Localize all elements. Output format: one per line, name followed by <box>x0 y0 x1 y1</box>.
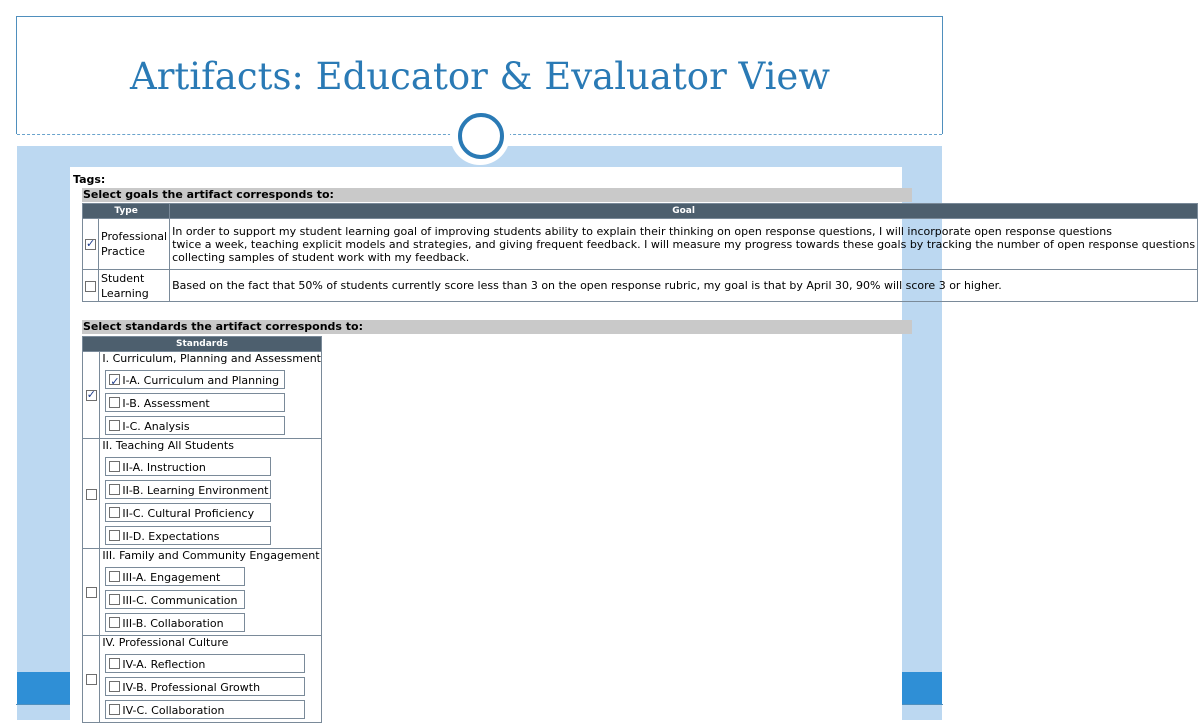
indicator-checkbox[interactable] <box>109 571 120 582</box>
indicator-label: III-B. Collaboration <box>122 617 224 630</box>
standard-checkbox-4[interactable] <box>86 674 97 685</box>
indicator-item[interactable] <box>105 503 271 522</box>
indicator-label: II-B. Learning Environment <box>122 484 269 497</box>
indicator-item[interactable] <box>105 677 305 696</box>
standard-checkbox-cell <box>83 549 100 636</box>
indicator-checkbox[interactable] <box>109 681 120 692</box>
indicator-checkbox[interactable] <box>109 594 120 605</box>
goal-text-line: In order to support my student learning goal of improving students ability to explain their thinking on open response questions, I will incorporate open response questions <box>172 224 1112 238</box>
standard-row <box>83 549 322 636</box>
standard-row <box>83 352 322 439</box>
indicator-item[interactable] <box>105 654 305 673</box>
goal-row <box>83 219 1198 270</box>
indicator-item[interactable] <box>105 480 271 499</box>
standard-row <box>83 636 322 723</box>
goals-col-goal: Goal <box>170 204 1198 219</box>
indicator-label: IV-C. Collaboration <box>122 704 225 717</box>
goal-checkbox-student-learning[interactable] <box>85 281 96 292</box>
goal-text-line: Based on the fact that 50% of students currently score less than 3 on the open response rubric, my goal is that by April 30, 90% will score 3 or higher. <box>172 279 1002 292</box>
goal-type: Student Learning <box>99 270 170 302</box>
indicator-checkbox[interactable] <box>109 461 120 472</box>
decorative-ring-icon <box>458 113 504 159</box>
indicator-item[interactable] <box>105 416 285 435</box>
indicator-label: I-A. Curriculum and Planning <box>122 374 280 387</box>
indicator-checkbox[interactable] <box>109 704 120 715</box>
goal-text-line: collecting samples of student work with my feedback. <box>172 250 470 264</box>
standards-col: Standards <box>83 337 322 352</box>
indicator-label: III-A. Engagement <box>122 571 221 584</box>
goal-row <box>83 270 1198 302</box>
goal-type: Professional Practice <box>99 219 170 270</box>
indicator-checkbox[interactable] <box>109 484 120 495</box>
indicator-label: II-C. Cultural Proficiency <box>122 507 255 520</box>
indicator-checkbox[interactable] <box>109 397 120 408</box>
screenshot-area <box>70 167 1196 720</box>
indicator-label: IV-A. Reflection <box>122 658 206 671</box>
goal-row-checkbox-cell <box>83 270 99 302</box>
tags-label: Tags: <box>73 173 106 186</box>
goals-table <box>82 203 1198 302</box>
indicator-checkbox[interactable] <box>109 507 120 518</box>
goals-section-header: Select goals the artifact corresponds to: <box>82 188 912 202</box>
indicator-item[interactable] <box>105 457 271 476</box>
goal-text-line: twice a week, teaching explicit models and strategies, and giving frequent feedback. I will measure my progress towards these goals by tracking the number of open response questions <box>172 237 1196 251</box>
indicator-item[interactable] <box>105 567 245 586</box>
goal-checkbox-professional-practice[interactable] <box>85 239 96 250</box>
indicator-item[interactable] <box>105 590 245 609</box>
standard-title: II. Teaching All Students <box>102 439 234 452</box>
goal-row-checkbox-cell <box>83 219 99 270</box>
standard-checkbox-cell <box>83 439 100 549</box>
indicator-item[interactable] <box>105 393 285 412</box>
goals-col-type: Type <box>83 204 170 219</box>
standard-title: III. Family and Community Engagement <box>102 549 320 562</box>
indicator-label: III-C. Communication <box>122 594 238 607</box>
standard-title: I. Curriculum, Planning and Assessment <box>102 352 321 365</box>
slide-title: Artifacts: Educator & Evaluator View <box>129 55 831 98</box>
indicator-item[interactable] <box>105 370 285 389</box>
standard-title: IV. Professional Culture <box>102 636 229 649</box>
indicator-checkbox[interactable] <box>109 374 120 385</box>
goal-text-cell <box>170 270 1198 302</box>
indicator-item[interactable] <box>105 700 305 719</box>
indicator-checkbox[interactable] <box>109 658 120 669</box>
standard-checkbox-1[interactable] <box>86 390 97 401</box>
standards-section-header: Select standards the artifact corresponds to: <box>82 320 912 334</box>
indicator-checkbox[interactable] <box>109 530 120 541</box>
indicator-label: IV-B. Professional Growth <box>122 681 261 694</box>
standard-checkbox-3[interactable] <box>86 587 97 598</box>
standard-row <box>83 439 322 549</box>
indicator-item[interactable] <box>105 613 245 632</box>
standard-checkbox-cell <box>83 352 100 439</box>
standard-cell <box>100 549 322 636</box>
indicator-checkbox[interactable] <box>109 617 120 628</box>
indicator-checkbox[interactable] <box>109 420 120 431</box>
indicator-item[interactable] <box>105 526 271 545</box>
standard-checkbox-cell <box>83 636 100 723</box>
indicator-label: I-C. Analysis <box>122 420 190 433</box>
standard-cell <box>100 636 322 723</box>
standard-cell <box>100 352 322 439</box>
indicator-label: II-A. Instruction <box>122 461 206 474</box>
indicator-label: I-B. Assessment <box>122 397 210 410</box>
goal-text-cell <box>170 219 1198 270</box>
standards-table <box>82 336 322 723</box>
standard-cell <box>100 439 322 549</box>
standard-checkbox-2[interactable] <box>86 489 97 500</box>
indicator-label: II-D. Expectations <box>122 530 220 543</box>
